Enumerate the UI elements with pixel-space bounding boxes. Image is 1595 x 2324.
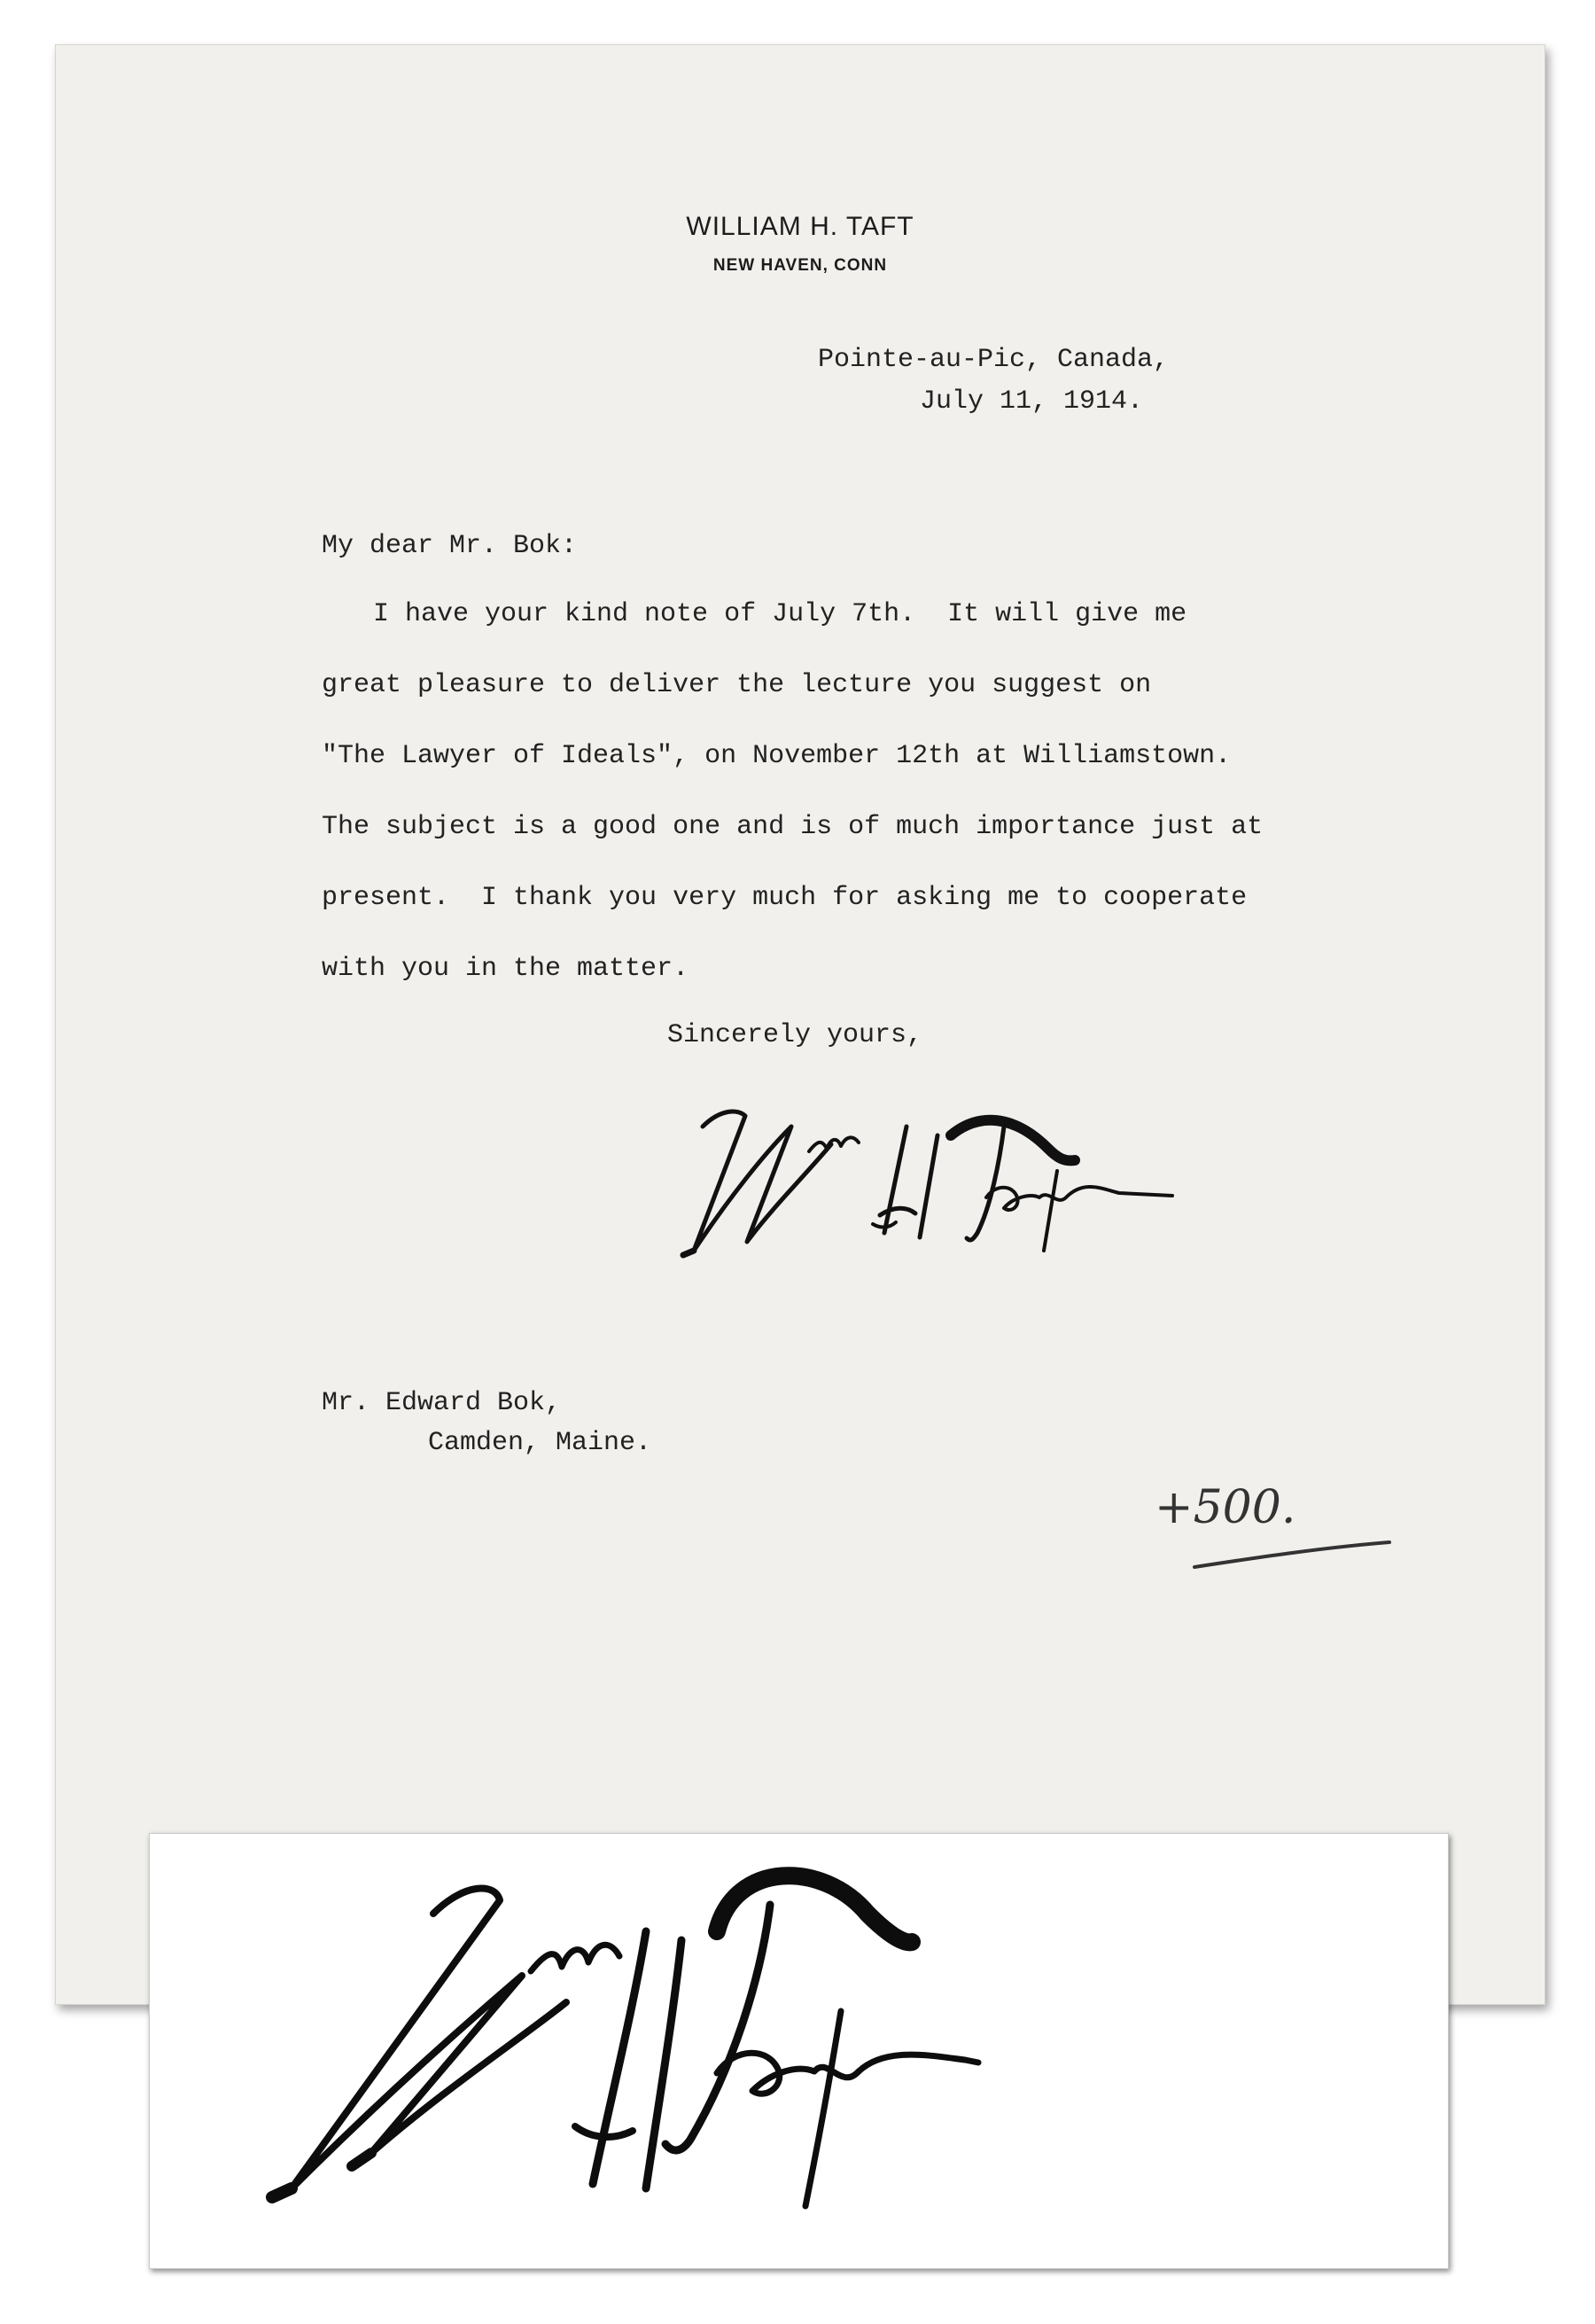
body-line: with you in the matter. <box>322 954 689 984</box>
letterhead-name: WILLIAM H. TAFT <box>686 212 914 241</box>
signature-closeup-image <box>150 1834 1448 2268</box>
dateline-date: July 11, 1914. <box>920 386 1144 417</box>
body-line: I have your kind note of July 7th. It will give me <box>373 599 1187 629</box>
body-line: present. I thank you very much for asking me to cooperate <box>322 883 1248 913</box>
pencil-underline <box>1190 1539 1394 1574</box>
letter-sheet <box>55 44 1545 2005</box>
salutation: My dear Mr. Bok: <box>322 531 578 561</box>
recipient-name: Mr. Edward Bok, <box>322 1388 562 1418</box>
recipient-place: Camden, Maine. <box>428 1428 652 1458</box>
body-line: "The Lawyer of Ideals", on November 12th at Williamstown. <box>322 741 1232 771</box>
pencil-note: +500. <box>1155 1481 1296 1534</box>
signature-closeup-panel <box>149 1833 1449 2269</box>
closing: Sincerely yours, <box>667 1020 923 1050</box>
letterhead-city: NEW HAVEN, CONN <box>712 256 888 275</box>
dateline-place: Pointe-au-Pic, Canada, <box>818 345 1170 375</box>
signature-image <box>641 1073 1217 1286</box>
body-line: great pleasure to deliver the lecture you suggest on <box>322 670 1152 700</box>
body-line: The subject is a good one and is of much importance just at <box>322 812 1264 842</box>
